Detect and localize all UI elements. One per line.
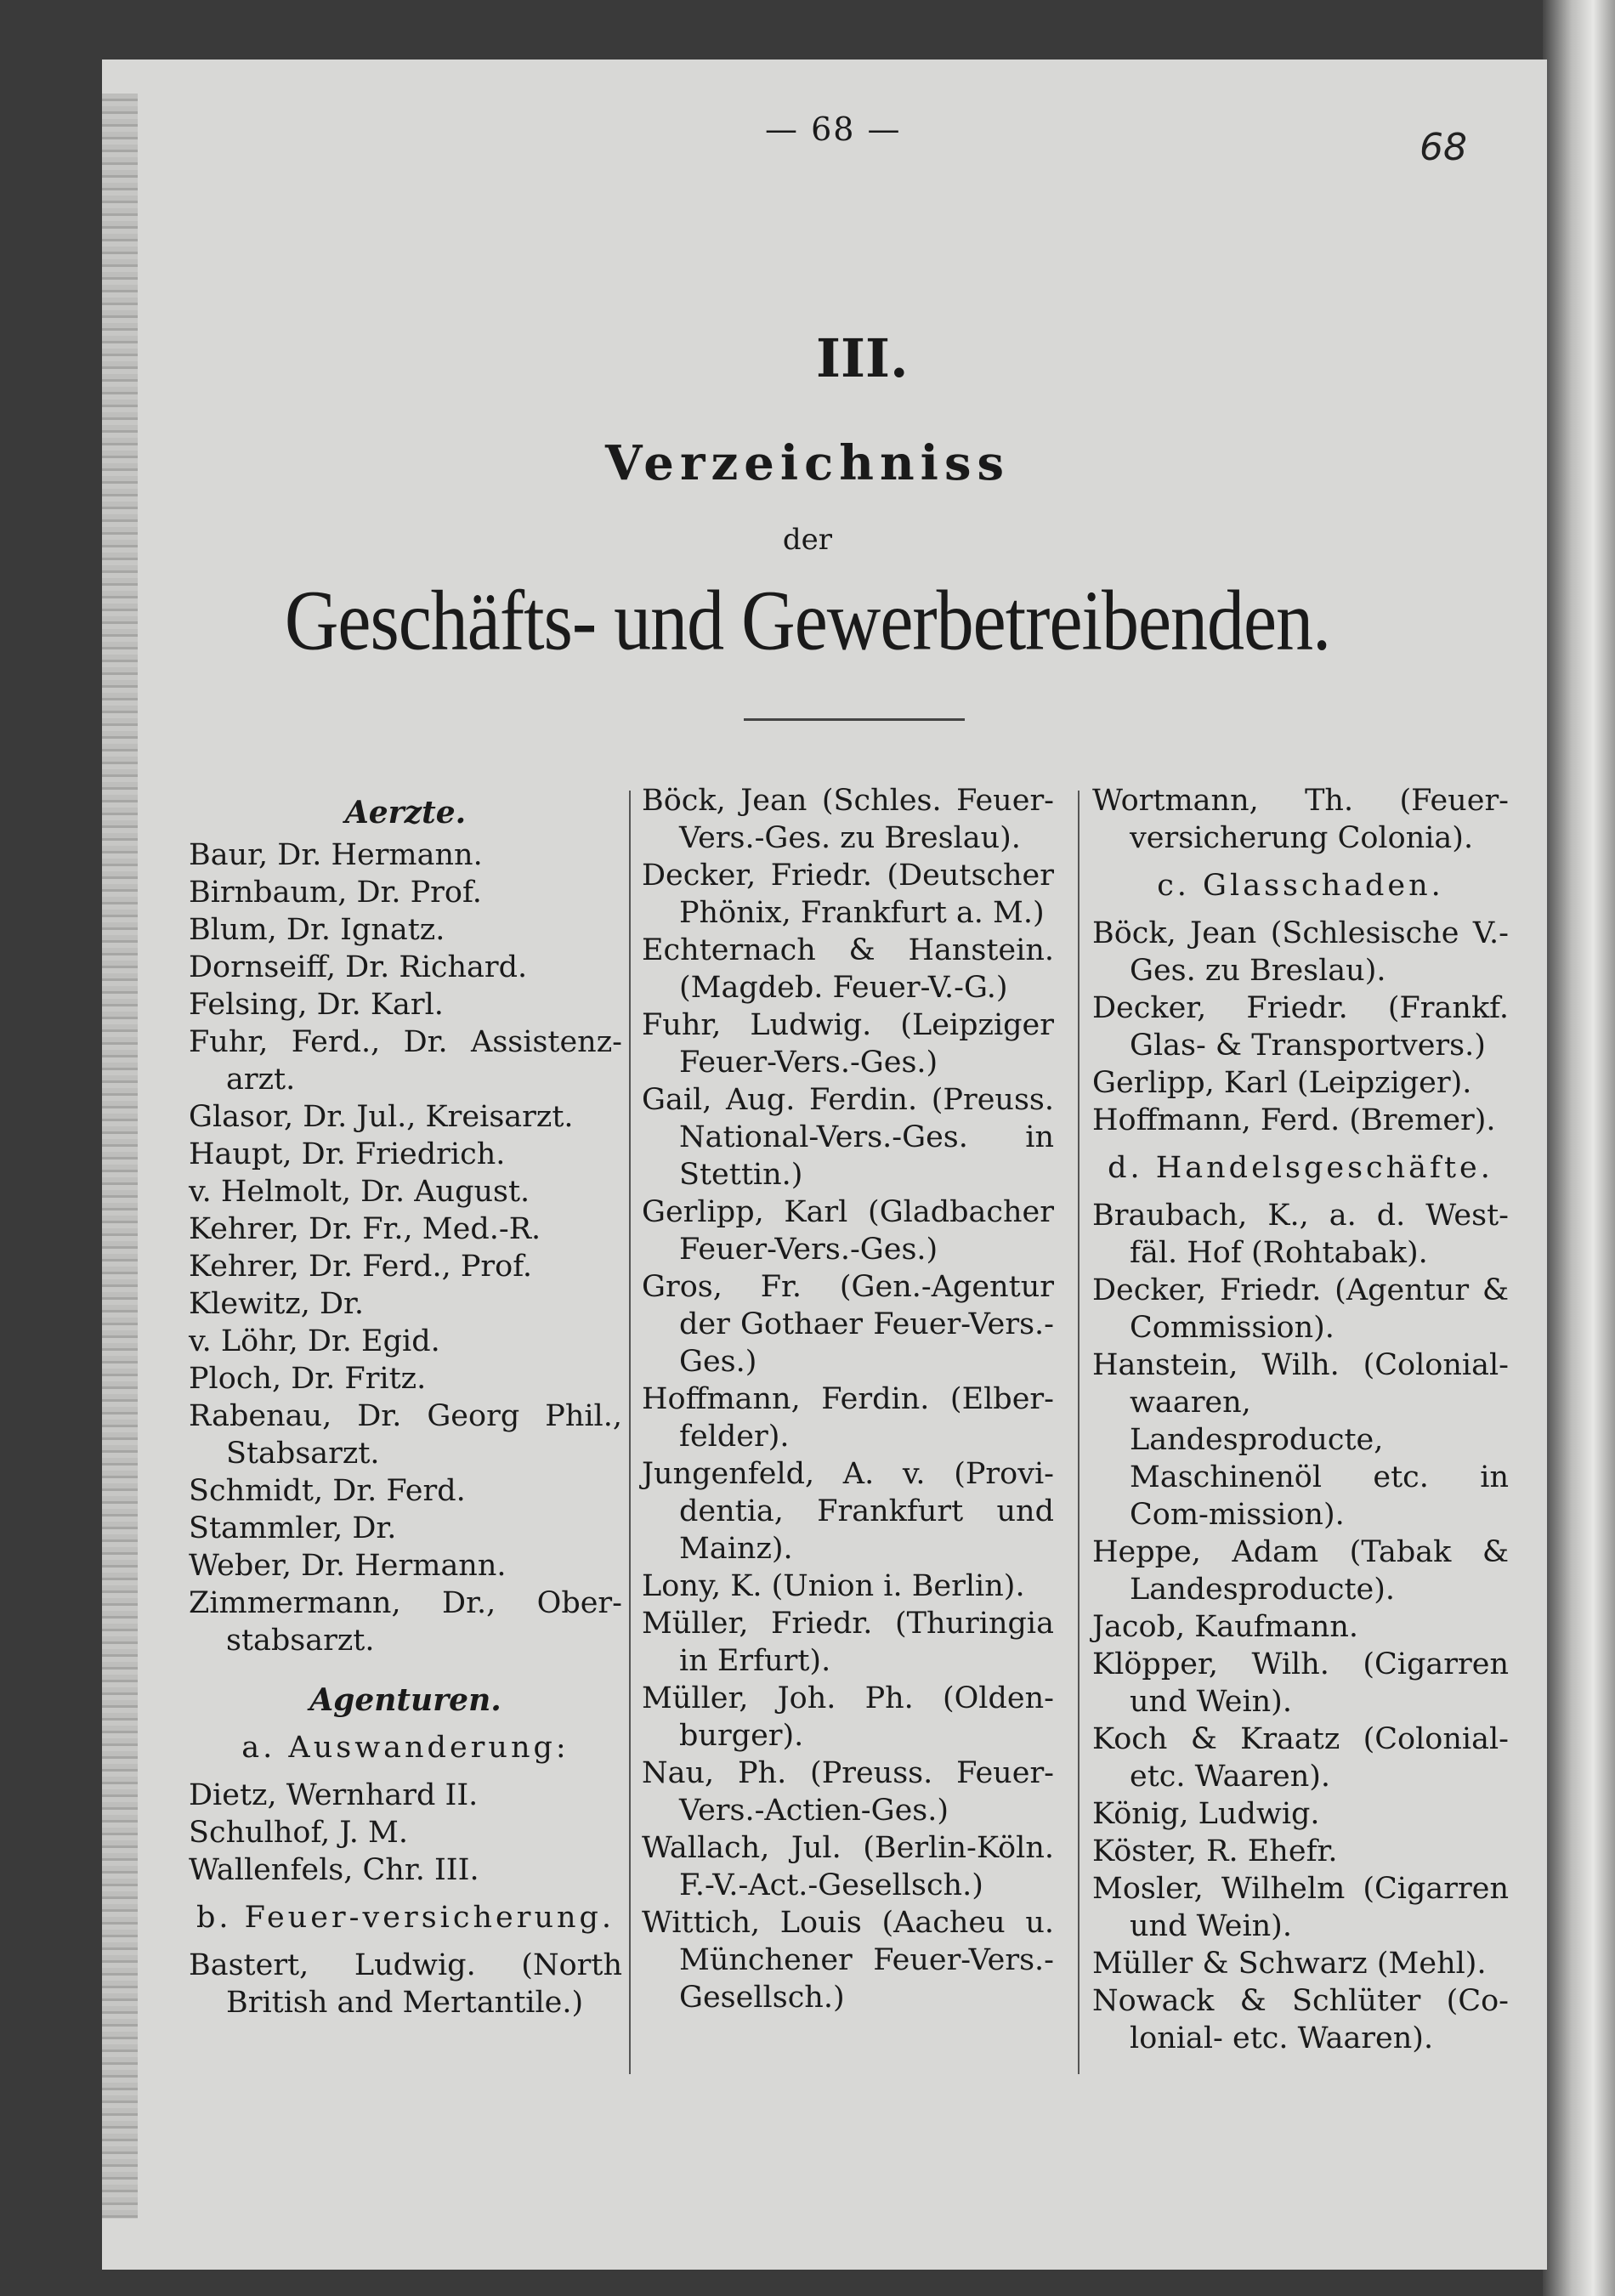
list-item: Koch & Kraatz (Colonial- etc. Waaren). [1092,1722,1509,1794]
list-item: Klewitz, Dr. [189,1287,365,1321]
aerzte-list [189,836,622,1659]
subheading-handelsgeschaefte: d. Handelsgeschäfte. [1108,1151,1493,1185]
list-item: Baur, Dr. Hermann. [189,838,483,872]
list-item: Wallenfels, Chr. III. [189,1853,479,1887]
list-item: Decker, Friedr. (Agentur & Commission). [1092,1273,1509,1345]
list-item: Haupt, Dr. Friedrich. [189,1137,506,1171]
handwritten-page-number: 68 [1420,126,1467,169]
column-1 [189,782,622,2021]
list-item: Böck, Jean (Schlesische V.-Ges. zu Breslau). [1092,916,1509,988]
list-item: Nowack & Schlüter (Co-lonial- etc. Waaren). [1092,1984,1509,2055]
list-item: v. Helmolt, Dr. August. [189,1175,530,1209]
list-item: Glasor, Dr. Jul., Kreisarzt. [189,1100,574,1134]
column-divider-1 [629,791,631,2074]
list-item: Ploch, Dr. Fritz. [189,1362,427,1396]
list-item: Decker, Friedr. (Deutscher Phönix, Frankfurt a. M.) [642,859,1054,930]
page-edge-shadow [1543,0,1615,2296]
list-item: Schmidt, Dr. Ferd. [189,1474,466,1508]
list-item: Heppe, Adam (Tabak & Landesproducte). [1092,1535,1509,1607]
auswanderung-list [189,1777,622,1889]
binding-edge [102,94,138,2219]
list-item: Lony, K. (Union i. Berlin). [642,1569,1025,1603]
subheading-auswanderung: a. Auswanderung: [241,1731,570,1765]
list-item: Müller, Joh. Ph. (Olden-burger). [642,1681,1054,1753]
list-item: Fuhr, Ludwig. (Leipziger Feuer-Vers.-Ges.) [642,1008,1054,1080]
feuer-list [642,782,1054,2016]
list-item: Hoffmann, Ferd. (Bremer). [1092,1103,1496,1137]
page-title: Verzeichniss [605,435,1010,491]
list-item: Nau, Ph. (Preuss. Feuer-Vers.-Actien-Ges.) [642,1756,1054,1828]
list-item: Fuhr, Ferd., Dr. Assistenz-arzt. [189,1025,622,1097]
main-heading: Geschäfts- und Gewerbetreibenden. [284,573,1331,669]
glas-list [1092,915,1509,1139]
list-item: Müller & Schwarz (Mehl). [1092,1947,1487,1981]
list-item: Klöpper, Wilh. (Cigarren und Wein). [1092,1647,1509,1719]
list-item: Kehrer, Dr. Ferd., Prof. [189,1250,533,1284]
list-item: Gros, Fr. (Gen.-Agentur der Gothaer Feuer-Vers.-Ges.) [642,1270,1054,1379]
list-item: Köster, R. Ehefr. [1092,1834,1338,1868]
subheading-feuerversicherung: b. Feuer-versicherung. [196,1901,615,1935]
list-item: Dornseiff, Dr. Richard. [189,950,528,984]
list-item: Blum, Dr. Ignatz. [189,913,445,947]
list-item: Gerlipp, Karl (Gladbacher Feuer-Vers.-Ges.) [642,1195,1054,1267]
list-item: v. Löhr, Dr. Egid. [189,1324,440,1358]
list-item: Stammler, Dr. [189,1511,397,1545]
list-item: Echternach & Hanstein. (Magdeb. Feuer-V.-G.) [642,933,1054,1005]
list-item: Gerlipp, Karl (Leipziger). [1092,1066,1472,1100]
list-item: Hanstein, Wilh. (Colonial-waaren, Landesproducte, Maschinenöl etc. in Com-mission). [1092,1348,1509,1532]
list-item: Kehrer, Dr. Fr., Med.-R. [189,1212,541,1246]
handel-list [1092,1197,1509,2057]
list-item: Braubach, K., a. d. West-fäl. Hof (Rohtabak). [1092,1199,1509,1270]
list-item: Zimmermann, Dr., Ober-stabsarzt. [189,1586,622,1658]
list-item: Schulhof, J. M. [189,1816,408,1850]
subheading-glasschaden: c. Glasschaden. [1157,869,1444,903]
list-item: Wittich, Louis (Aacheu u. Münchener Feuer-Vers.-Gesellsch.) [642,1906,1054,2015]
list-item: König, Ludwig. [1092,1797,1320,1831]
title-divider [744,718,965,721]
column-2 [642,782,1054,2016]
list-item: Mosler, Wilhelm (Cigarren und Wein). [1092,1872,1509,1943]
column-divider-2 [1078,791,1080,2074]
list-item: Müller, Friedr. (Thuringia in Erfurt). [642,1607,1054,1678]
list-item: Birnbaum, Dr. Prof. [189,876,482,910]
page-number: — 68 — [765,111,902,148]
list-item: Hoffmann, Ferdin. (Elber-felder). [642,1382,1054,1454]
list-item: Gail, Aug. Ferdin. (Preuss. National-Vers.-Ges. in Stettin.) [642,1083,1054,1192]
category-heading-agenturen: Agenturen. [309,1682,502,1718]
list-item: Bastert, Ludwig. (North British and Mertantile.) [189,1948,622,2020]
feuer-start-list [189,1947,622,2021]
list-item: Wallach, Jul. (Berlin-Köln. F.-V.-Act.-Gesellsch.) [642,1831,1054,1902]
list-item: Wortmann, Th. (Feuer-versicherung Colonia). [1092,784,1509,855]
category-heading-aerzte: Aerzte. [344,795,467,831]
list-item: Dietz, Wernhard II. [189,1778,479,1812]
title-connector: der [782,523,833,557]
list-item: Rabenau, Dr. Georg Phil., Stabsarzt. [189,1399,622,1471]
section-number: III. [816,327,909,389]
list-item: Weber, Dr. Hermann. [189,1549,507,1583]
list-item: Böck, Jean (Schles. Feuer-Vers.-Ges. zu Breslau). [642,784,1054,855]
list-item: Jungenfeld, A. v. (Provi-dentia, Frankfurt und Mainz). [642,1457,1054,1566]
list-item: Jacob, Kaufmann. [1092,1610,1359,1644]
column-3 [1092,782,1509,2057]
list-item: Decker, Friedr. (Frankf. Glas- & Transportvers.) [1092,991,1509,1063]
list-item: Felsing, Dr. Karl. [189,988,444,1022]
